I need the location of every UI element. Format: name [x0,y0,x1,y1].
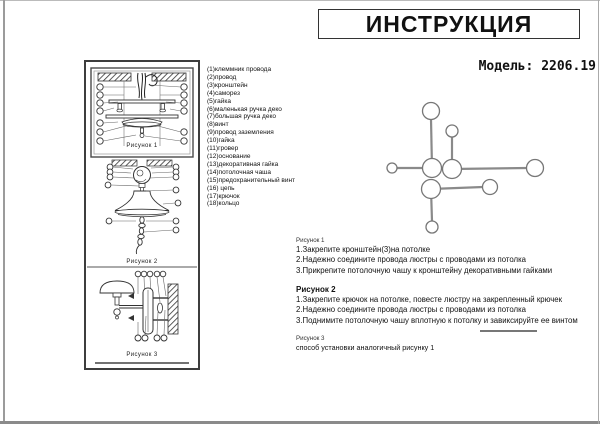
figure3-label: Рисунок 3 [126,352,158,358]
instruction-step: 2.Надежно соедините провода люстры с проводами из потолка [296,305,527,315]
part-item: (16) цепь [207,184,235,192]
instructions-section-2 [296,284,588,326]
part-item: (8)винт [207,121,229,129]
part-item: (2)провод [207,73,237,81]
section-title: Рисунок 2 [296,285,336,294]
part-item: (7)большая ручка деко [207,113,276,121]
chandelier-diagram [360,85,570,240]
separator-line [480,330,537,332]
instruction-step: 1.Закрепите крючок на потолке, повесте люстру на закрепленный крючек [296,295,563,304]
sphere-center-3 [422,180,441,199]
instructions-section-1 [296,236,588,276]
section-title: Рисунок 3 [296,335,325,342]
part-item: (3)кронштейн [207,81,248,89]
part-item: (5)гайка [207,97,232,105]
page-title: ИНСТРУКЦИЯ [365,10,533,37]
instruction-step: 3.Поднимите потолочную чашу вплотную к потолку и завиксируйте ее винтом [296,315,578,325]
sphere-center-2 [443,160,462,179]
title-box [318,9,580,39]
instruction-step: 2.Надежно соедините провода люстры с проводами из потолка [296,255,527,265]
page-border-left [3,0,5,424]
parts-list [207,66,302,208]
part-item: (18)кольцо [207,200,240,208]
part-item: (4)саморез [207,89,240,97]
sphere-bottom [426,221,438,233]
instruction-step: 3.Прикрепите потолочную чашу к кронштейну декоративными гайками [296,265,553,275]
sphere-lower-right [483,180,498,195]
sphere-upper [446,125,458,137]
sphere-left [387,163,397,173]
part-item: (17)крючок [207,192,240,200]
figure1-label: Рисунок 1 [126,143,158,149]
instruction-step: способ установки аналогичный рисунку 1 [296,343,435,352]
figures-panel [84,60,200,370]
part-item: (10)гайка [207,137,235,145]
sphere-center-1 [423,159,442,178]
part-item: (15)предохранительный винт [207,176,296,184]
part-item: (1)клеммник провода [207,66,272,73]
part-item: (6)маленькая ручка деко [207,105,282,113]
part-item: (12)основание [207,152,251,160]
instruction-step: 1.Закрепите кронштейн(3)на потолке [296,245,431,254]
model-label: Модель: 2206.19 [478,59,596,74]
sphere-top [423,103,440,120]
section-title: Рисунок 1 [296,237,325,244]
page-border-right [598,0,599,424]
part-item: (9)провод заземления [207,129,274,137]
part-item: (13)декоративная гайка [207,160,279,168]
part-item: (11)гровер [207,145,239,153]
instructions-section-3 [296,334,588,352]
sphere-right [527,160,544,177]
figure2-label: Рисунок 2 [126,259,158,265]
figures-diagram [84,60,200,370]
part-item: (14)потолочная чаша [207,168,272,176]
page-border-top [0,0,600,1]
